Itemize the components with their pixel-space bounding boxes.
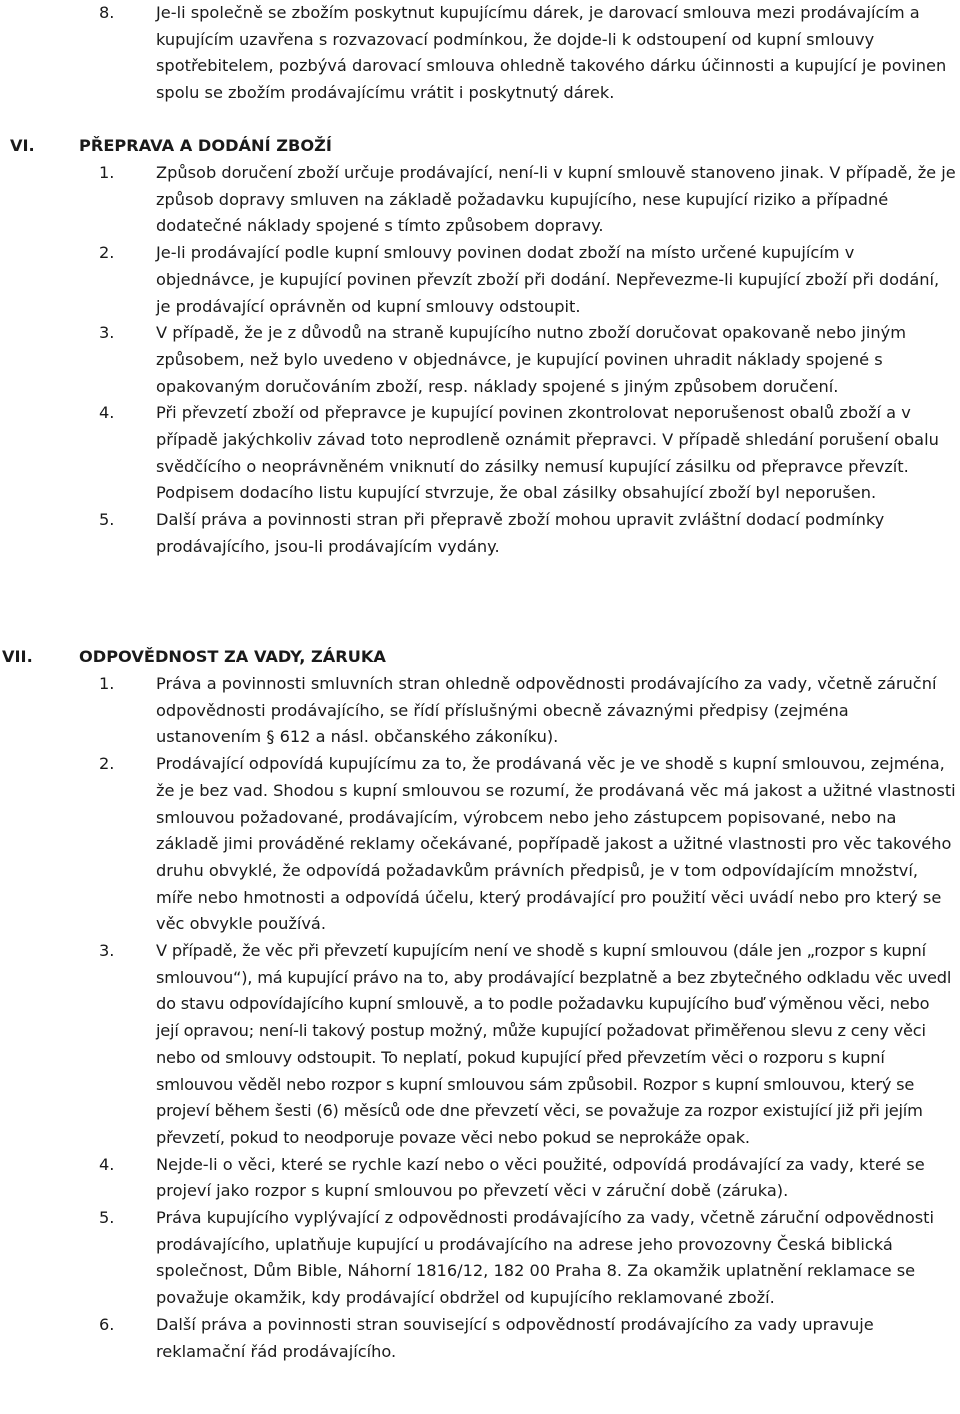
section-heading-vi — [0, 133, 960, 160]
item-text: Je-li společně se zbožím poskytnut kupujícímu dárek, je darovací smlouva mezi prodávajícím a kupujícím uzavřena s rozvazovací podmínkou, že dojde-li k odstoupení od kupní smlouvy spotřebitelem, pozbývá darovací smlouva ohledně takového dárku účinnosti a kupující je povinen spolu se zbožím prodávajícímu vrátit i poskytnutý dárek. — [156, 3, 947, 103]
list-item — [0, 507, 960, 560]
item-text: Způsob doručení zboží určuje prodávající, není-li v kupní smlouvě stanoveno jinak. V případě, že je způsob dopravy smluven na základě požadavku kupujícího, nese kupující riziko a případné dodatečné náklady spojené s tímto způsobem dopravy. — [156, 163, 956, 236]
item-text: Práva a povinnosti smluvních stran ohledně odpovědnosti prodávajícího za vady, včetně záruční odpovědnosti prodávajícího, se řídí příslušnými obecně závaznými předpisy (zejména ustanovením § 612 a násl. občanského zákoníku). — [156, 674, 937, 747]
item-text: Práva kupujícího vyplývající z odpovědnosti prodávajícího za vady, včetně záruční odpovědnosti prodávajícího, uplatňuje kupující u prodávajícího na adrese jeho provozovny Česká biblická společnost, Dům Bible, Náhorní 1816/12, 182 00 Praha 8. Za okamžik uplatnění reklamace se považuje okamžik, kdy prodávající obdržel od kupujícího reklamované zboží. — [156, 1208, 934, 1308]
item-number: 8. — [99, 3, 115, 22]
list-item — [0, 240, 960, 320]
item-number: 3. — [99, 323, 115, 343]
item-text: Nejde-li o věci, které se rychle kazí nebo o věci použité, odpovídá prodávající za vady, které se projeví jako rozpor s kupní smlouvou po převzetí věci v záruční době (záruka). — [156, 1154, 925, 1201]
list-item — [0, 320, 960, 400]
item-number: 1. — [99, 674, 115, 693]
item-text: Při převzetí zboží od přepravce je kupující povinen zkontrolovat neporušenost obalů zboží a v případě jakýchkoliv závad toto neprodleně oznámit přepravci. V případě shledání porušení obalu svědčícího o neoprávněném vniknutí do zásilky nemusí kupující zásilku od přepravce převzít. Podpisem dodacího listu kupující stvrzuje, že obal zásilky obsahující zboží byl neporušen. — [156, 403, 939, 503]
item-text: Prodávající odpovídá kupujícímu za to, že prodávaná věc je ve shodě s kupní smlouvou, zejména, že je bez vad. Shodou s kupní smlouvou se rozumí, že prodávaná věc má jakost a užitné vlastnosti smlouvou požadované, prodávajícím, výrobcem nebo jeho zástupcem popisované, nebo na základě jimi prováděné reklamy očekávané, popřípadě jakost a užitné vlastnosti pro věc takového druhu obvyklé, že odpovídá požadavkům právních předpisů, je v tom odpovídajícím množství, míře nebo hmotnosti a odpovídá účelu, který prodávající pro použití věci uvádí nebo pro který se věc obvykle používá. — [156, 754, 956, 934]
item-number: 4. — [99, 1154, 115, 1174]
section-title: ODPOVĚDNOST ZA VADY, ZÁRUKA — [79, 647, 386, 666]
list-item — [0, 160, 960, 240]
item-number: 2. — [99, 754, 115, 774]
item-number: 6. — [99, 1314, 115, 1334]
list-item — [0, 0, 960, 107]
list-item — [0, 1152, 960, 1205]
section-vi-list — [0, 160, 960, 561]
item-text: Je-li prodávající podle kupní smlouvy povinen dodat zboží na místo určené kupujícím v objednávce, je kupující povinen převzít zboží při dodání. Nepřevezme-li kupující zboží při dodání, je prodávající oprávněn od kupní smlouvy odstoupit. — [156, 243, 940, 316]
item-number: 5. — [99, 510, 115, 530]
list-item — [0, 671, 960, 751]
item-text: V případě, že je z důvodů na straně kupujícího nutno zboží doručovat opakovaně nebo jiným způsobem, než bylo uvedeno v objednávce, je kupující povinen uhradit náklady spojené s opakovaným doručováním zboží, resp. náklady spojené s jiným způsobem doručení. — [156, 323, 907, 396]
item-text: Další práva a povinnosti stran při přepravě zboží mohou upravit zvláštní dodací podmínky prodávajícího, jsou-li prodávajícím vydány. — [156, 510, 885, 556]
item-number: 5. — [99, 1208, 115, 1228]
list-item — [0, 938, 960, 1152]
section-number: VI. — [10, 136, 35, 155]
list-item — [0, 1312, 960, 1365]
item-number: 4. — [99, 403, 115, 423]
list-item — [0, 1205, 960, 1312]
list-item — [0, 400, 960, 507]
section-vii-list — [0, 671, 960, 1365]
item-number: 3. — [99, 941, 115, 961]
item-number: 2. — [99, 243, 115, 263]
item-text: V případě, že věc při převzetí kupujícím není ve shodě s kupní smlouvou (dále jen „rozpor s kupní smlouvou“), má kupující právo na to, aby prodávající bezplatně a bez zbytečného odkladu věc uvedl do stavu odpovídajícího kupní smlouvě, a to podle požadavku kupujícího buď výměnou věci, nebo její opravou; není-li takový postup možný, může kupující požadovat přiměřenou slevu z ceny věci nebo od smlouvy odstoupit. To neplatí, pokud kupující před převzetím věci o rozporu s kupní smlouvou věděl nebo rozpor s kupní smlouvou sám způsobil. Rozpor s kupní smlouvou, který se projeví během šesti (6) měsíců ode dne převzetí věci, se považuje za rozpor existující již při jejím převzetí, pokud to neodporuje povaze věci nebo pokud se neprokáže opak. — [156, 941, 952, 1147]
section-number: VII. — [2, 647, 33, 666]
section-title: PŘEPRAVA A DODÁNÍ ZBOŽÍ — [79, 136, 332, 155]
item-number: 1. — [99, 163, 115, 182]
list-item — [0, 751, 960, 938]
item-text: Další práva a povinnosti stran související s odpovědností prodávajícího za vady upravuje reklamační řád prodávajícího. — [156, 1314, 874, 1361]
section-heading-vii — [0, 644, 960, 671]
